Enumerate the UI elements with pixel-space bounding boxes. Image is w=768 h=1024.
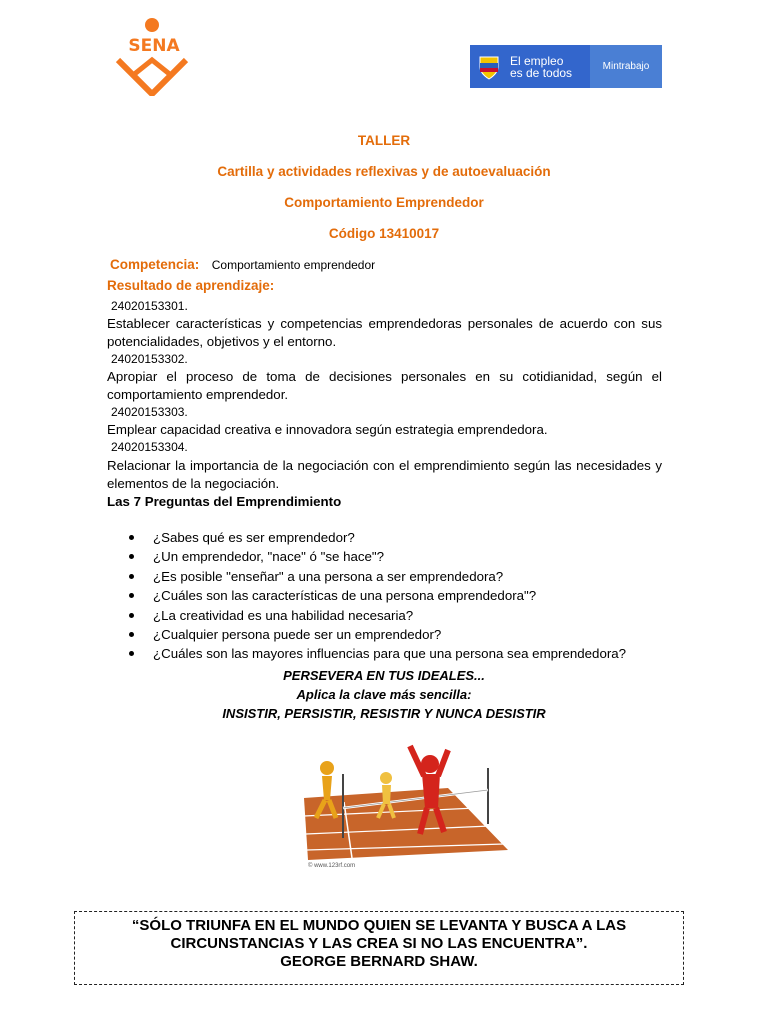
quote-author: GEORGE BERNARD SHAW. (280, 953, 478, 970)
race-illustration (298, 742, 510, 874)
motto-line1: PERSEVERA EN TUS IDEALES... (283, 668, 485, 683)
competencia-value: Comportamiento emprendedor (211, 258, 376, 272)
list-item: ¿Sabes qué es ser emprendedor? (127, 528, 626, 547)
result-text-3: Emplear capacidad creativa e innovadora según estrategia emprendedora. (107, 422, 548, 437)
sena-figure-icon (112, 16, 192, 96)
result-text-4: Relacionar la importancia de la negociación con el emprendimiento según las necesidades y elementos de la negociación. (107, 458, 662, 491)
competencia-row (110, 256, 375, 274)
quote-line2: CIRCUNSTANCIAS Y LAS CREA SI NO LAS ENCUENTRA”. (170, 935, 588, 952)
list-item: ¿Cualquier persona puede ser un emprendedor? (127, 625, 626, 644)
title-comportamiento: Comportamiento Emprendedor (284, 195, 484, 210)
gov-logo-line2: es de todos (510, 65, 573, 80)
quote-line1: “SÓLO TRIUNFA EN EL MUNDO QUIEN SE LEVANTA Y BUSCA A LAS (131, 917, 627, 934)
title-codigo: Código 13410017 (328, 226, 440, 241)
resultado-label: Resultado de aprendizaje: (107, 278, 275, 293)
coat-of-arms-icon (478, 53, 500, 81)
gov-logo-ministry: Mintrabajo (590, 45, 662, 88)
sena-logo-text: SENA (128, 36, 180, 56)
motto-line2: Aplica la clave más sencilla: (296, 687, 472, 702)
list-item: ¿Cuáles son las características de una persona emprendedora"? (127, 586, 626, 605)
image-credit: © www.123rf.com (308, 863, 356, 869)
result-code-4: 24020153304. (111, 440, 188, 454)
title-cartilla: Cartilla y actividades reflexivas y de autoevaluación (217, 164, 551, 179)
motto-line3: INSISTIR, PERSISTIR, RESISTIR Y NUNCA DESISTIR (222, 706, 546, 721)
preguntas-list (127, 528, 626, 664)
finish-line-runners-icon (298, 742, 510, 874)
list-item: ¿Un emprendedor, "nace" ó "se hace"? (127, 547, 626, 566)
list-item: ¿Es posible "enseñar" a una persona a ser emprendedora? (127, 567, 626, 586)
preguntas-title: Las 7 Preguntas del Emprendimiento (107, 494, 342, 509)
sena-logo (112, 16, 192, 96)
quote-box (74, 911, 684, 985)
list-item: ¿Cuáles son las mayores influencias para que una persona sea emprendedora? (127, 644, 626, 663)
result-text-2: Apropiar el proceso de toma de decisiones personales en su cotidianidad, según el comportamiento emprendedor. (107, 369, 662, 402)
gov-logo-line1: El empleo (510, 53, 564, 68)
competencia-label: Competencia: (110, 257, 200, 272)
title-taller: TALLER (357, 133, 411, 148)
result-code-3: 24020153303. (111, 405, 188, 419)
result-code-1: 24020153301. (111, 298, 189, 313)
list-item: ¿La creatividad es una habilidad necesaria? (127, 606, 626, 625)
government-logo (470, 45, 662, 88)
result-code-2: 24020153302. (111, 352, 188, 366)
result-text-1: Establecer características y competencias emprendedoras personales de acuerdo con sus potencialidades, objetivos y el entorno. (107, 316, 662, 349)
